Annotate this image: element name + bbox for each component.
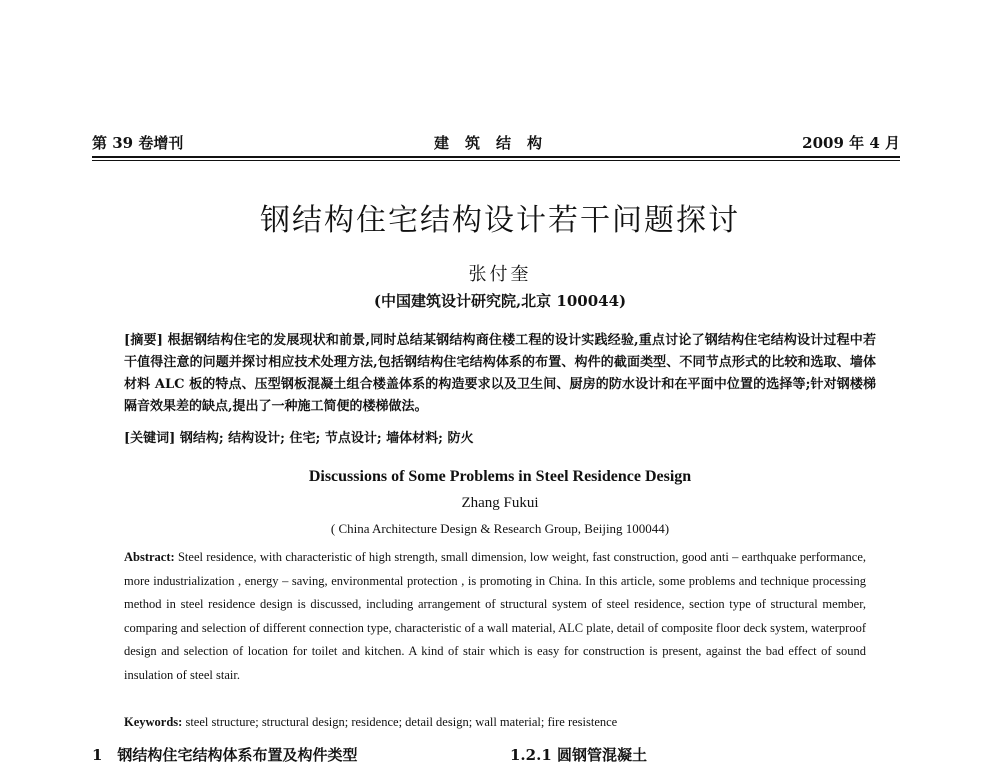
chinese-keywords-text: 钢结构; 结构设计; 住宅; 节点设计; 墙体材料; 防火	[179, 431, 474, 446]
english-affiliation: ( China Architecture Design & Research Group, Beijing 100044)	[330, 521, 670, 536]
chinese-keywords-label: [关键词]	[124, 431, 176, 446]
chinese-title: 钢结构住宅结构设计若干问题探讨	[260, 203, 740, 238]
chinese-author: 张付奎	[468, 264, 532, 285]
chinese-affiliation: (中国建筑设计研究院,北京 100044)	[373, 292, 627, 310]
journal-volume: 第 39 卷增刊	[92, 134, 184, 152]
header-rule-thick	[92, 156, 900, 158]
english-keywords-text: steel structure; structural design; residence; detail design; wall material; fire resistence	[185, 715, 618, 729]
section-heading-1-2-1: 1.2.1 圆钢管混凝土	[510, 746, 647, 764]
section-heading-1: 1 钢结构住宅结构体系布置及构件类型	[92, 746, 358, 764]
journal-name: 建筑结构	[433, 134, 558, 152]
running-header	[92, 128, 900, 156]
chinese-abstract	[124, 330, 876, 418]
english-keywords-label: Keywords:	[124, 715, 183, 729]
english-abstract-text: Steel residence, with characteristic of high strength, small dimension, low weight, fast construction, good anti – earthquake performance, more industrialization , energy – saving, environmental protection , is promoting in China. In this article, some problems and technique processing method in steel residence design is discussed, including arrangement of structural system of steel residence, section type of structural member, comparing and selection of different connection type, characteristic of a wall material, ALC plate, detail of composite floor deck system, waterproof design and selection of location for toilet and kitchen. A kind of stair which is easy for construction is present, against the bad effect of sound insulation of steel stair.	[124, 550, 867, 682]
english-abstract	[124, 546, 866, 688]
issue-date: 2009 年 4 月	[802, 134, 900, 152]
chinese-keywords	[124, 428, 876, 450]
chinese-abstract-text: 根据钢结构住宅的发展现状和前景,同时总结某钢结构商住楼工程的设计实践经验,重点讨论了钢结构住宅结构设计过程中若干值得注意的问题并探讨相应技术处理方法,包括钢结构住宅结构体系的布置、构件的截面类型、不同节点形式的比较和选取、墙体材料 ALC 板的特点、压型钢板混凝土组合楼盖体系的构造要求以及卫生间、厨房的防水设计和在平面中位置的选择等;针对钢楼梯隔音效果差的缺点,提出了一种施工简便的楼梯做法。	[124, 333, 876, 414]
chinese-abstract-label: [摘要]	[124, 333, 163, 348]
english-abstract-label: Abstract:	[124, 550, 175, 564]
header-rule-thin	[92, 160, 900, 161]
english-author: Zhang Fukui	[461, 495, 539, 511]
english-title: Discussions of Some Problems in Steel Residence Design	[308, 468, 692, 485]
english-keywords	[124, 711, 876, 733]
